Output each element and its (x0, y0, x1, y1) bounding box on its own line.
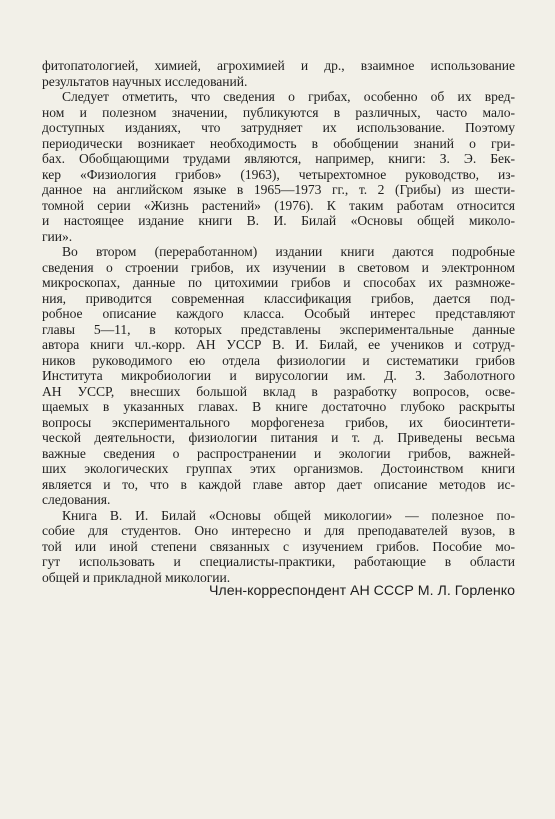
text-line: фитопатологией, химией, агрохимией и др., взаимное использование (42, 58, 515, 73)
text-line: щаемых в указанных главах. В книге достаточно глубоко раскрыты (42, 399, 515, 414)
text-line: робное описание каждого класса. Особый интерес представляют (42, 306, 515, 321)
text-line: Следует отметить, что сведения о грибах, особенно об их вред- (62, 89, 515, 104)
text-line: ческой деятельности, физиологии питания и т. д. Приведены весьма (42, 430, 515, 445)
text-line: доступных изданиях, что затрудняет их использование. Поэтому (42, 120, 515, 135)
text-line: данное на английском языке в 1965—1973 гг., т. 2 (Грибы) из шести- (42, 182, 515, 197)
text-line: той или иной степени связанных с изучением грибов. Пособие мо- (42, 538, 515, 554)
text-line: АН УССР, внесших большой вклад в разработку вопросов, осве- (42, 383, 515, 399)
text-line: Во втором (переработанном) издании книги даются подробные (62, 244, 515, 259)
text-line: периодически возникает необходимость в обобщении знаний о гри- (42, 135, 515, 151)
text-line: автора книги чл.-корр. АН УССР В. И. Билай, ее учеников и сотруд- (42, 337, 515, 352)
text-line: и настоящее издание книги В. И. Билай «Основы общей миколо- (42, 213, 515, 228)
text-line: ников руководимого ею отдела физиологии и систематики грибов (42, 352, 515, 368)
text-line: томной серии «Жизнь растений» (1976). К таким работам относится (42, 197, 515, 213)
body-text (42, 58, 515, 585)
text-line: является и то, что в каждой главе автор дает описание методов ис- (42, 476, 515, 492)
text-line: главы 5—11, в которых представлены экспериментальные данные (42, 321, 515, 337)
text-line: результатов научных исследований. (42, 73, 248, 89)
text-line: Института микробиологии и вирусологии им. Д. З. Заболотного (42, 368, 515, 383)
text-line: вопросы экспериментального морфогенеза грибов, их биосинтети- (42, 414, 515, 430)
text-line: важные сведения о распространении и экологии грибов, важней- (42, 445, 515, 461)
text-line: ших экологических группах этих организмов. Достоинством книги (42, 461, 515, 476)
text-line: гут использовать и специалисты-практики, работающие в области (42, 554, 515, 569)
text-line: гии». (42, 228, 73, 244)
text-line: бах. Обобщающими трудами являются, например, книги: З. Э. Бек- (42, 151, 515, 166)
signature: Член-корреспондент АН СССР М. Л. Горленко (208, 583, 515, 599)
text-line: кер «Физиология грибов» (1963), четырехтомное руководство, из- (42, 166, 515, 182)
text-line: микроскопах, данные по цитохимии грибов и способах их размноже- (42, 275, 515, 290)
text-line: ном и полезном значении, публикуются в различных, часто мало- (42, 104, 515, 120)
text-line: сведения о строении грибов, их изучении в световом и электронном (42, 259, 515, 275)
text-line: ния, приводится современная классификация грибов, дается под- (42, 290, 515, 306)
text-line: общей и прикладной микологии. (42, 569, 231, 585)
text-line: Книга В. И. Билай «Основы общей микологии» — полезное по- (62, 507, 515, 523)
text-line: следования. (42, 492, 111, 507)
text-line: собие для студентов. Оно интересно и для преподавателей вузов, в (42, 523, 515, 538)
